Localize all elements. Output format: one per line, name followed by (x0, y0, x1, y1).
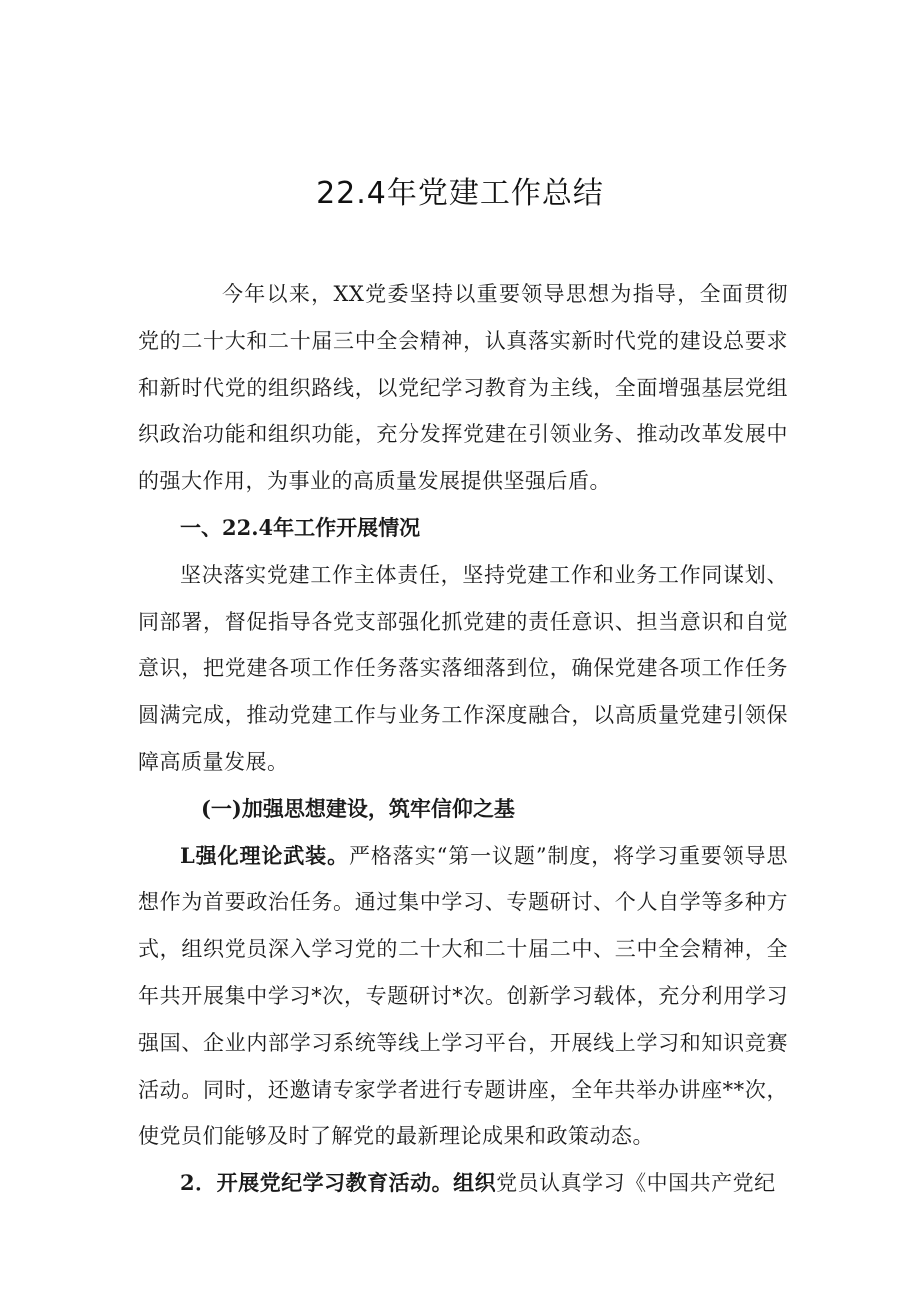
section-heading: 一、22.4年工作开展情况 (180, 514, 421, 540)
item-lead: L强化理论武装。 (180, 842, 349, 868)
list-item (138, 833, 788, 1161)
subsection-heading: (一)加强思想建设，筑牢信仰之基 (201, 795, 515, 821)
document-title: 22.4年党建工作总结 (316, 176, 604, 211)
item-text: 严格落实“第一议题”制度，将学习重要领导思想作为首要政治任务。通过集中学习、专题研讨、个人自学等多种方式，组织党员深入学习党的二十大和二十届二中、三中全会精神，全年共开展集中学习*次，专题研讨*次。创新学习载体，充分利用学习强国、企业内部学习系统等线上学习平台，开展线上学习和知识竞赛活动。同时，还邀请专家学者进行专题讲座，全年共举办讲座**次，使党员们能够及时了解党的最新理论成果和政策动态。 (138, 843, 788, 1149)
item-lead: 2．开展党纪学习教育活动。组织 (180, 1170, 497, 1196)
document-body (138, 271, 788, 1207)
item-text: 党员认真学习《中国共产党纪 (496, 1171, 776, 1196)
intro-paragraph: 今年以来，XX党委坚持以重要领导思想为指导，全面贯彻党的二十大和二十届三中全会精神，认真落实新时代党的建设总要求和新时代党的组织路线，以党纪学习教育为主线，全面增强基层党组织政治功能和组织功能，充分发挥党建在引领业务、推动改革发展中的强大作用，为事业的高质量发展提供坚强后盾。 (138, 282, 788, 494)
section-paragraph: 坚决落实党建工作主体责任，坚持党建工作和业务工作同谋划、同部署，督促指导各党支部强化抓党建的责任意识、担当意识和自觉意识，把党建各项工作任务落实落细落到位，确保党建各项工作任务圆满完成，推动党建工作与业务工作深度融合，以高质量党建引领保障高质量发展。 (138, 562, 788, 774)
list-item (138, 1160, 788, 1207)
